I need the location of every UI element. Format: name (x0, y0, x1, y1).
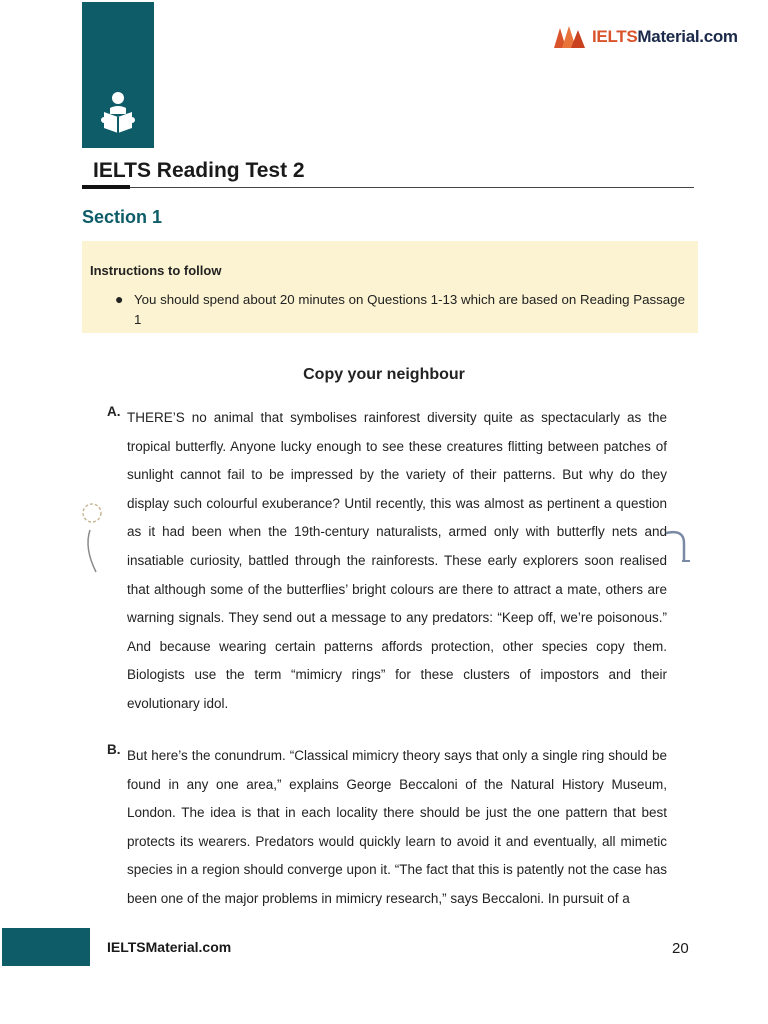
logo-text-main: Material.com (637, 27, 738, 46)
footer-site: IELTSMaterial.com (107, 939, 232, 955)
margin-mark-icon (662, 527, 692, 565)
reading-person-icon (100, 90, 136, 134)
ielts-material-logo (552, 22, 738, 52)
paragraph-letter: A. (107, 404, 121, 419)
footer-teal-block (2, 928, 90, 966)
paragraph-text: But here’s the conundrum. “Classical mimicry theory says that only a single ring should be found in any one area,” explains George Beccaloni of the Natural History Museum, London. The idea is that in each locality there should be just the one pattern that best protects its wearers. Predators would quickly learn to avoid it and eventually, all mimetic species in a region should converge upon it. “The fact that this is patently not the case has been one of the major problems in mimicry research,” says Beccaloni. In pursuit of a (127, 748, 667, 906)
instruction-item: You should spend about 20 minutes on Questions 1-13 which are based on Reading Passage 1 (134, 292, 685, 327)
page-number: 20 (672, 940, 689, 957)
bullet-icon: ● (115, 291, 124, 307)
section-title: Section 1 (82, 207, 163, 227)
instructions-box (82, 241, 698, 333)
paragraph-text: THERE’S no animal that symbolises rainforest diversity quite as spectacularly as the tropical butterfly. Anyone lucky enough to see these creatures flitting between patches of sunlight cannot fail to be impressed by the variety of their patterns. But why do they display such colourful exuberance? Until recently, this was almost as pertinent a question as it had been when the 19th-century naturalists, armed only with butterfly nets and insatiable curiosity, battled through the rainforests. These early explorers soon realised that although some of the butterflies’ bright colours are there to attract a mate, others are warning signals. They send out a message to any predators: “Keep off, we’re poisonous.” And because wearing certain patterns affords protection, other species copy them. Biologists use the term “mimicry rings” for these clusters of impostors and their evolutionary idol. (127, 410, 667, 711)
instructions-heading: Instructions to follow (90, 263, 222, 278)
margin-mark-icon (80, 500, 106, 576)
title-divider (82, 187, 694, 188)
test-title: IELTS Reading Test 2 (93, 159, 305, 182)
paragraph-letter: B. (107, 742, 121, 757)
passage-title: Copy your neighbour (303, 366, 465, 383)
title-divider-accent (82, 185, 130, 189)
ielts-logo-mark-icon (552, 24, 588, 50)
logo-text-accent: IELTS (592, 27, 638, 46)
